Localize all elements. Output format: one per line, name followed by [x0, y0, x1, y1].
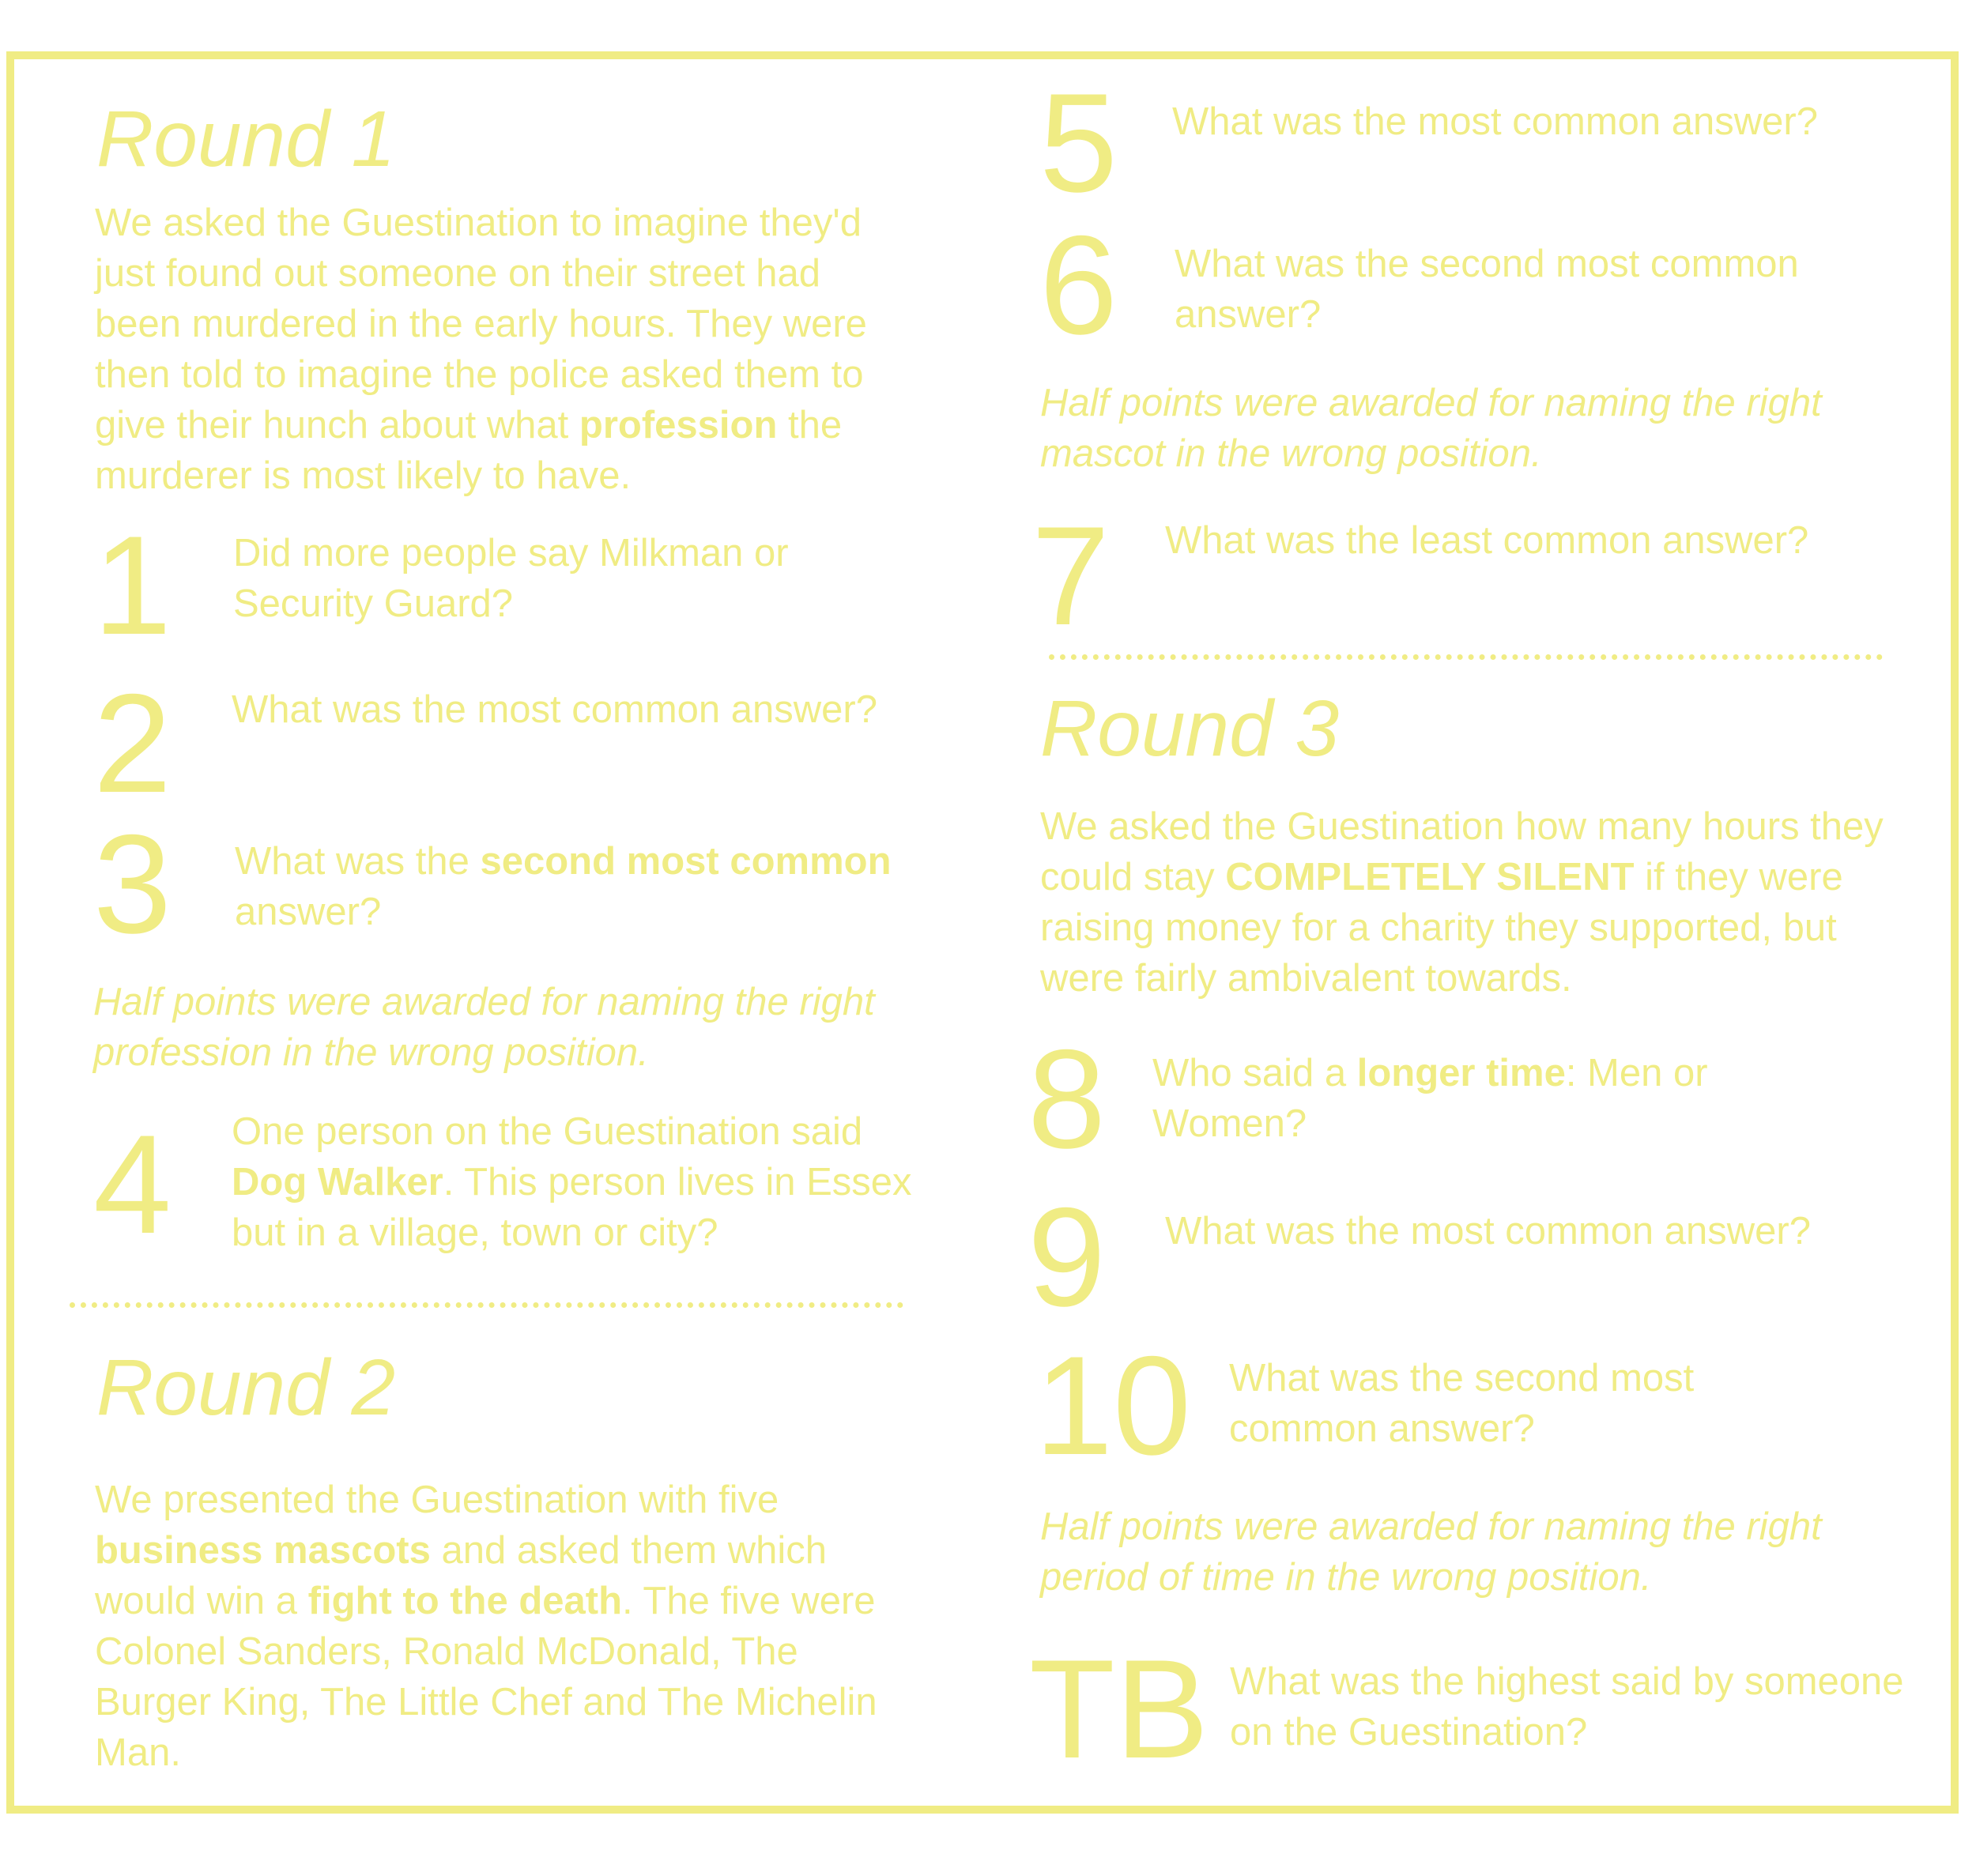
tiebreaker-label: TB [1029, 1630, 1209, 1787]
round-2-note: Half points were awarded for naming the right mascot in the wrong position. [1040, 382, 1822, 475]
question-1-text: Did more people say Milkman or Security Guard? [233, 532, 789, 625]
question-10-number: 10 [1035, 1327, 1191, 1484]
question-10-text: What was the second most common answer? [1229, 1357, 1695, 1450]
round-3-note: Half points were awarded for naming the right period of time in the wrong position. [1040, 1505, 1822, 1599]
round-2-intro-text-mid: and asked them which would win a [95, 1529, 828, 1622]
question-4-number: 4 [93, 1106, 172, 1263]
question-9-number: 9 [1028, 1178, 1106, 1335]
question-1-number: 1 [93, 507, 172, 664]
round-2-title: Round 2 [96, 1343, 396, 1432]
round-3-intro-text-end: if they were raising money for a charity they supported, but were fairly ambivalent towards. [1040, 856, 1843, 1000]
question-8-text-end: : Men or Women? [1152, 1052, 1708, 1145]
question-5-number: 5 [1039, 64, 1118, 221]
question-2-text: What was the most common answer? [232, 688, 877, 731]
question-4-text-start: One person on the Guestination said [232, 1110, 863, 1153]
round-1-intro-bold: profession [579, 404, 778, 446]
question-3-text [235, 836, 907, 937]
question-9-text: What was the most common answer? [1165, 1210, 1811, 1253]
tiebreaker-text: What was the highest said by someone on the Guestination? [1230, 1660, 1904, 1754]
question-4-bold: Dog Walker [232, 1161, 443, 1204]
question-8-text-start: Who said a [1152, 1052, 1357, 1094]
round-2-intro-text-end: . The five were Colonel Sanders, Ronald McDonald, The Burger King, The Little Chef and The Michelin Man. [95, 1580, 877, 1774]
question-4-text-end: . This person lives in Essex but in a village, town or city? [232, 1161, 912, 1254]
round-1-intro [95, 198, 909, 501]
question-5-text: What was the most common answer? [1172, 100, 1818, 143]
divider-round-2 [1049, 654, 1883, 660]
round-3-intro-text: We asked the Guestination how many hours they could stay [1040, 805, 1884, 898]
question-3-text-start: What was the [235, 840, 481, 883]
round-2-intro-bold-2: fight to the death [307, 1580, 623, 1622]
divider-round-1 [70, 1302, 903, 1308]
question-7-text: What was the least common answer? [1165, 519, 1809, 562]
round-3-intro-bold: COMPLETELY SILENT [1225, 856, 1635, 898]
round-1-title: Round 1 [96, 95, 396, 183]
round-2-intro-bold-1: business mascots [95, 1529, 431, 1572]
round-3-intro [1040, 801, 1894, 1004]
question-3-text-end: answer? [235, 891, 382, 933]
round-1-intro-text-end: the murderer is most likely to have. [95, 404, 843, 497]
question-8-text [1152, 1048, 1785, 1149]
round-1-intro-text: We asked the Guestination to imagine they'd just found out someone on their street had been murdered in the early hours. They were then told to imagine the police asked them to give their hunch about what [95, 202, 867, 446]
question-8-bold: longer time [1356, 1052, 1566, 1094]
question-4-text [232, 1106, 927, 1258]
question-6-number: 6 [1039, 206, 1118, 364]
question-6-text: What was the second most common answer? [1175, 243, 1799, 336]
question-3-bold: second most common [480, 840, 892, 883]
question-8-number: 8 [1028, 1020, 1106, 1177]
question-3-number: 3 [93, 805, 172, 962]
round-2-intro [95, 1475, 909, 1778]
question-7-number: 7 [1031, 497, 1110, 654]
question-2-number: 2 [93, 665, 172, 822]
round-3-title: Round 3 [1040, 684, 1340, 773]
round-1-note: Half points were awarded for naming the right profession in the wrong position. [93, 981, 875, 1074]
round-2-intro-text: We presented the Guestination with five [95, 1479, 779, 1521]
